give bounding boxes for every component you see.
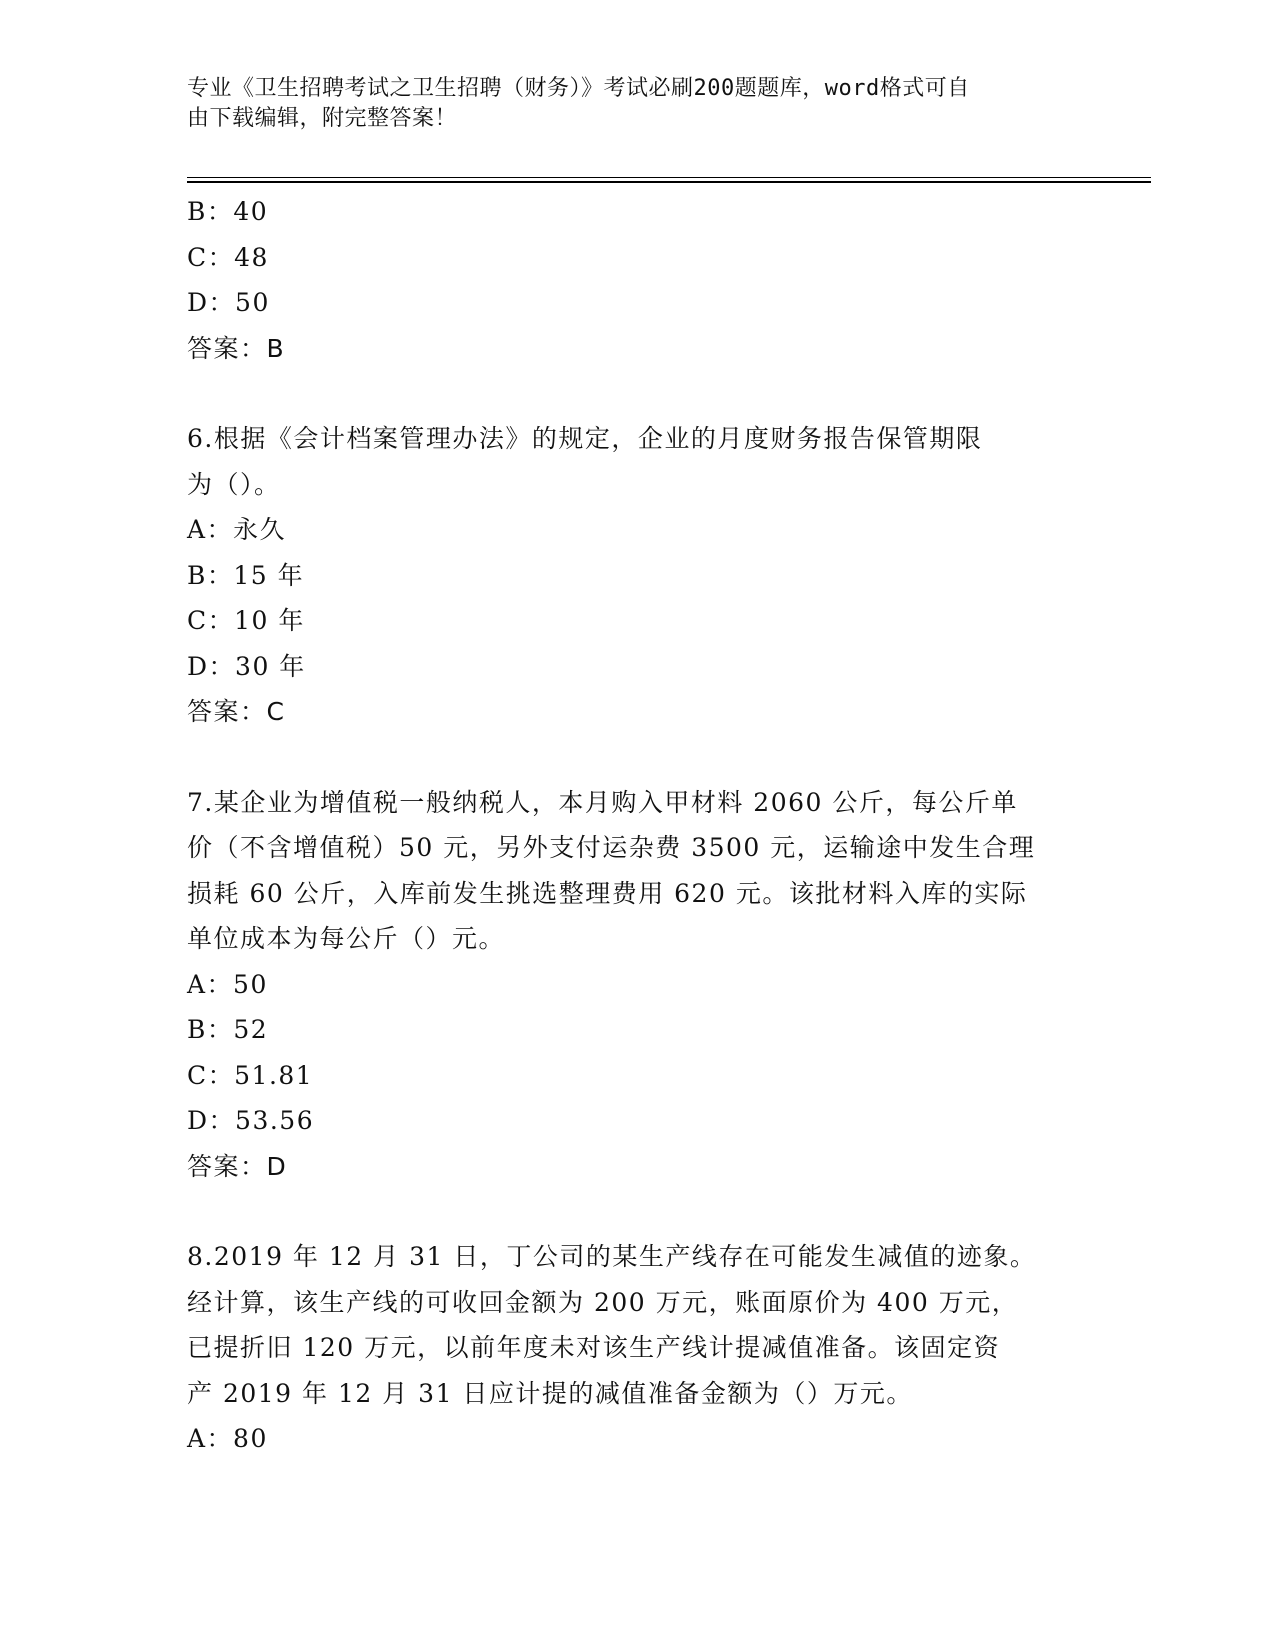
header-divider-thin [187,177,1151,178]
question-stem: 产 2019 年 12 月 31 日应计提的减值准备金额为（）万元。 [187,1378,913,1408]
option-c: C：10 年 [187,606,305,635]
spacer [187,1189,1087,1234]
option-b: B：15 年 [187,560,305,590]
question-list [187,189,1087,1462]
header-line-2: 由下载编辑，附完整答案！ [187,106,458,131]
header-divider-thick [187,181,1151,183]
question-stem: 损耗 60 公斤，入库前发生挑选整理费用 620 元。该批材料入库的实际 [187,878,1028,908]
answer-line: 答案：C [187,697,286,726]
question-stem: 7.某企业为增值税一般纳税人，本月购入甲材料 2060 公斤，每公斤单 [187,787,1018,817]
question-stem: 已提折旧 120 万元，以前年度未对该生产线计提减值准备。该固定资 [187,1333,1001,1362]
question-5 [187,189,1087,371]
spacer [187,371,1087,416]
question-stem: 价（不含增值税）50 元，另外支付运杂费 3500 元，运输途中发生合理 [187,833,1036,862]
option-b: B：52 [187,1015,269,1044]
answer-line: 答案：D [187,1151,288,1181]
option-a: A：50 [187,969,268,999]
question-7 [187,780,1087,1190]
question-stem: 8.2019 年 12 月 31 日，丁公司的某生产线存在可能发生减值的迹象。 [187,1242,1037,1271]
question-stem: 单位成本为每公斤（）元。 [187,924,506,953]
question-stem: 6.根据《会计档案管理办法》的规定，企业的月度财务报告保管期限 [187,424,983,453]
spacer [187,735,1087,780]
option-a: A：80 [187,1424,268,1453]
option-c: C：51.81 [187,1060,314,1090]
option-d: D：50 [187,288,270,317]
option-c: C：48 [187,242,269,272]
answer-line: 答案：B [187,333,286,363]
question-stem: 经计算，该生产线的可收回金额为 200 万元，账面原价为 400 万元， [187,1287,1019,1317]
option-d: D：53.56 [187,1106,315,1135]
option-b: B：40 [187,197,269,226]
document-header [187,74,1067,134]
option-a: A：永久 [187,515,287,544]
option-d: D：30 年 [187,651,306,681]
header-line-1: 专业《卫生招聘考试之卫生招聘（财务）》考试必刷200题题库，word格式可自 [187,76,970,101]
question-stem: 为（）。 [187,469,281,499]
question-6 [187,416,1087,735]
question-8 [187,1234,1087,1462]
